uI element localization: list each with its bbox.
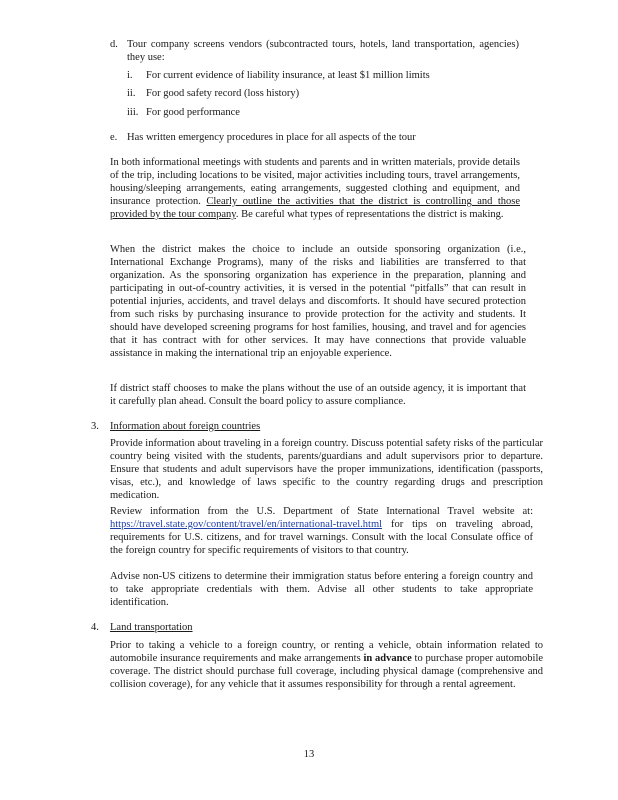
item-d-marker: d. <box>110 39 118 50</box>
section-4-number: 4. <box>91 622 99 633</box>
subitem-ii-marker: ii. <box>127 88 136 99</box>
subitem-i-marker: i. <box>127 70 133 81</box>
section-4-paragraph-vehicle-insurance: Prior to taking a vehicle to a foreign country, or renting a vehicle, obtain information related to automobile insurance requirements and make arrangements in advance to purchase proper automobile coverage. The district should purchase full coverage, including physical damage (comprehensive and collision coverage), for any vehicle that it assumes responsibility for through a rental agreement. <box>110 640 544 690</box>
paragraph-trip-details <box>110 156 520 221</box>
subitem-i-text: For current evidence of liability insurance, at least $1 million limits <box>146 70 430 81</box>
in-advance-emphasis: in advance <box>363 653 412 664</box>
subitem-ii-text: For good safety record (loss history) <box>146 88 300 99</box>
subitem-iii-text: For good performance <box>146 107 240 118</box>
travel-state-gov-link[interactable]: https://travel.state.gov/content/travel/en/international-travel.html <box>110 519 383 530</box>
item-e-marker: e. <box>110 132 118 143</box>
para1-tail: . Be careful what types of representations the district is making. <box>235 209 504 220</box>
section-3-heading: Information about foreign countries <box>110 421 261 432</box>
para1-underlined: Clearly outline the activities that the district is controlling and those provided by the tour company <box>110 196 520 220</box>
section-3-paragraph-non-us-citizens: Advise non-US citizens to determine their immigration status before entering a foreign country and to take appropriate credentials with them. Advise all other students to take appropriate identification. <box>110 571 533 608</box>
section-3-paragraph-state-department: Review information from the U.S. Department of State International Travel website at: https://travel.state.gov/content/travel/en/international-travel.html for tips on traveling abroad, requirements for U.S. citizens, and for travel warnings. Consult with the local Consulate office of the foreign country for specific requirements of visitors to that country. <box>110 506 533 556</box>
item-d-text: Tour company screens vendors (subcontracted tours, hotels, land transportation, agencies) they use: <box>127 39 519 63</box>
subitem-iii-marker: iii. <box>127 107 139 118</box>
section-4-heading: Land transportation <box>110 622 193 633</box>
paragraph-sponsoring-organization: When the district makes the choice to include an outside sponsoring organization (i.e., International Exchange Programs), many of the risks and liabilities are transferred to that organization. As the sponsoring organization has experience in the preparation, planning and participating in out-of-country activities, it is versed in the potential “pitfalls” that can result in potential injuries, accidents, and travel delays and discomforts. It should have secured protection from such risks by purchasing insurance to provide protection for the activity and students. It should have developed screening programs for host families, housing, and travel and for agencies that it has contract with for other services. It may have connections that provide valuable assistance in making the international trip an enjoyable experience. <box>110 244 526 359</box>
section-3-number: 3. <box>91 421 99 432</box>
para1-text: In both informational meetings with students and parents and in written materials, provide details of the trip, including locations to be visited, major activities including tours, travel arrangements, housing/sleeping arrangements, eating arrangements, suggested clothing and equipment, and insurance protection. <box>110 157 520 207</box>
item-e-text: Has written emergency procedures in place for all aspects of the tour <box>127 132 416 143</box>
section-3-paragraph-foreign-travel: Provide information about traveling in a foreign country. Discuss potential safety risks of the particular country being visited with the students, parents/guardians and adult supervisors prior to departure. Ensure that students and adult supervisors have the proper immunizations, identification (passports, visas, etc.), and knowledge of laws specific to the country regarding drugs and prescription medication. <box>110 438 543 501</box>
page-number: 13 <box>303 749 315 760</box>
paragraph-district-planning: If district staff chooses to make the plans without the use of an outside agency, it is important that it carefully plan ahead. Consult the board policy to assure compliance. <box>110 383 526 407</box>
